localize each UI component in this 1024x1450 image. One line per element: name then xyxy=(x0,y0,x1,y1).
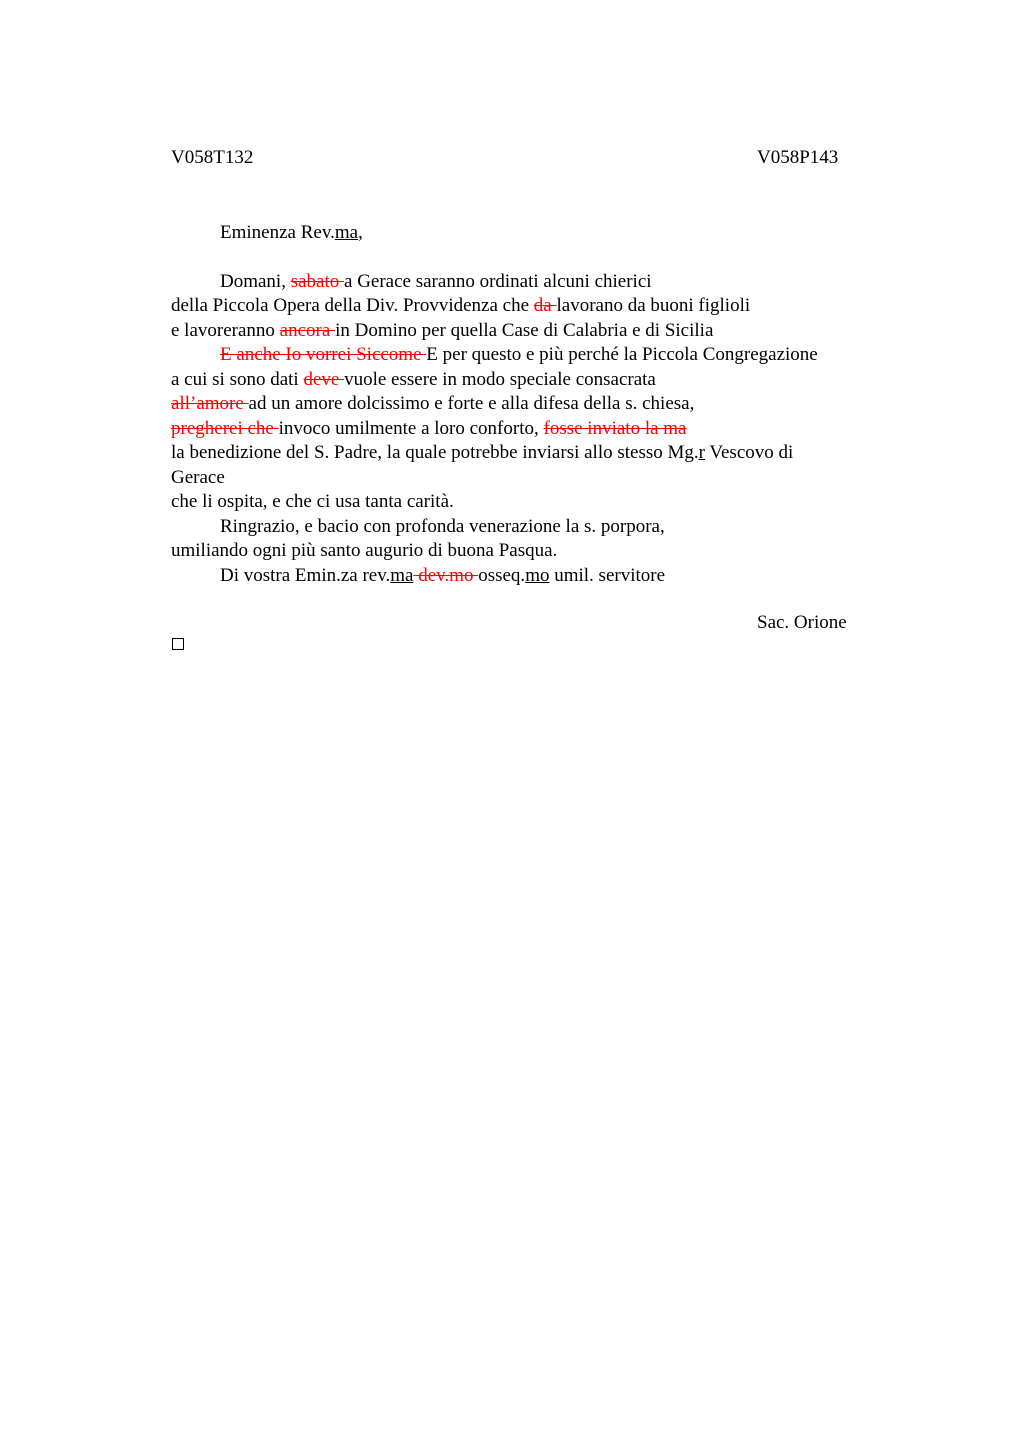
line-4-deletion: E anche Io vorrei Siccome xyxy=(220,344,427,365)
line-6-text: ad un amore dolcissimo e forte e alla difesa della s. chiesa, xyxy=(248,393,695,414)
line-7-deletion-b: fosse inviato la ma xyxy=(543,417,687,439)
salutation-comma: , xyxy=(358,222,363,243)
line-8-text-b: Vescovo di xyxy=(704,442,794,463)
line-6-deletion: all’amore xyxy=(171,393,249,414)
document-code-left: V058T132 xyxy=(171,147,254,168)
salutation-abbrev: ma xyxy=(334,222,359,243)
signature: Sac. Orione xyxy=(757,612,847,633)
line-10-text: che li ospita, e che ci usa tanta carità. xyxy=(171,491,454,512)
line-8-text-a: la benedizione del S. Padre, la quale potrebbe inviarsi allo stesso Mg. xyxy=(171,442,699,463)
line-5-text-a: a cui si sono dati xyxy=(171,368,304,390)
salutation-text: Eminenza Rev. xyxy=(220,222,335,243)
line-4-text: E per questo e più perché la Piccola Congregazione xyxy=(426,344,818,365)
letter-line-10 xyxy=(171,490,871,515)
letter-line-3 xyxy=(171,319,871,344)
salutation xyxy=(171,221,871,246)
line-3-text-a: e lavoreranno xyxy=(171,319,280,341)
line-7-text: invoco umilmente a loro conforto, xyxy=(278,417,544,439)
line-1-text-b: a Gerace saranno ordinati alcuni chierici xyxy=(344,270,652,292)
line-5-text-b: vuole essere in modo speciale consacrata xyxy=(344,368,656,390)
line-12-text: umiliando ogni più santo augurio di buona Pasqua. xyxy=(171,540,558,561)
line-1-deletion: sabato xyxy=(290,270,345,292)
letter-line-4 xyxy=(171,343,871,368)
letter-body xyxy=(171,221,871,588)
letter-line-5 xyxy=(171,368,871,393)
closing-deletion: dev.mo xyxy=(413,564,479,586)
letter-line-1 xyxy=(171,270,871,295)
line-2-text-b: lavorano da buoni figlioli xyxy=(556,295,751,316)
checkbox-square-icon xyxy=(172,638,184,650)
line-9-text: Gerace xyxy=(171,466,225,488)
document-code-right: V058P143 xyxy=(757,147,839,168)
line-5-deletion: deve xyxy=(303,368,345,390)
closing-abbrev-b: mo xyxy=(525,564,550,586)
line-2-deletion: da xyxy=(533,295,557,316)
letter-line-9 xyxy=(171,466,871,491)
line-8-abbrev: r xyxy=(698,442,705,463)
letter-line-12 xyxy=(171,539,871,564)
letter-line-7 xyxy=(171,417,871,442)
line-3-text-b: in Domino per quella Case di Calabria e di Sicilia xyxy=(335,319,714,341)
closing-text-c: umil. servitore xyxy=(549,564,666,586)
closing-line xyxy=(171,564,871,589)
line-1-text-a: Domani, xyxy=(220,270,291,292)
letter-line-8 xyxy=(171,441,871,466)
letter-line-2 xyxy=(171,294,871,319)
line-2-text-a: della Piccola Opera della Div. Provvidenza che xyxy=(171,295,534,316)
letter-line-11 xyxy=(171,515,871,540)
line-7-deletion-a: pregherei che xyxy=(171,417,279,439)
closing-text-a: Di vostra Emin.za rev. xyxy=(220,564,391,586)
letter-line-6 xyxy=(171,392,871,417)
closing-abbrev-a: ma xyxy=(390,564,414,586)
closing-text-b: osseq. xyxy=(478,564,526,586)
line-3-deletion: ancora xyxy=(279,319,336,341)
line-11-text: Ringrazio, e bacio con profonda venerazione la s. porpora, xyxy=(220,515,665,537)
